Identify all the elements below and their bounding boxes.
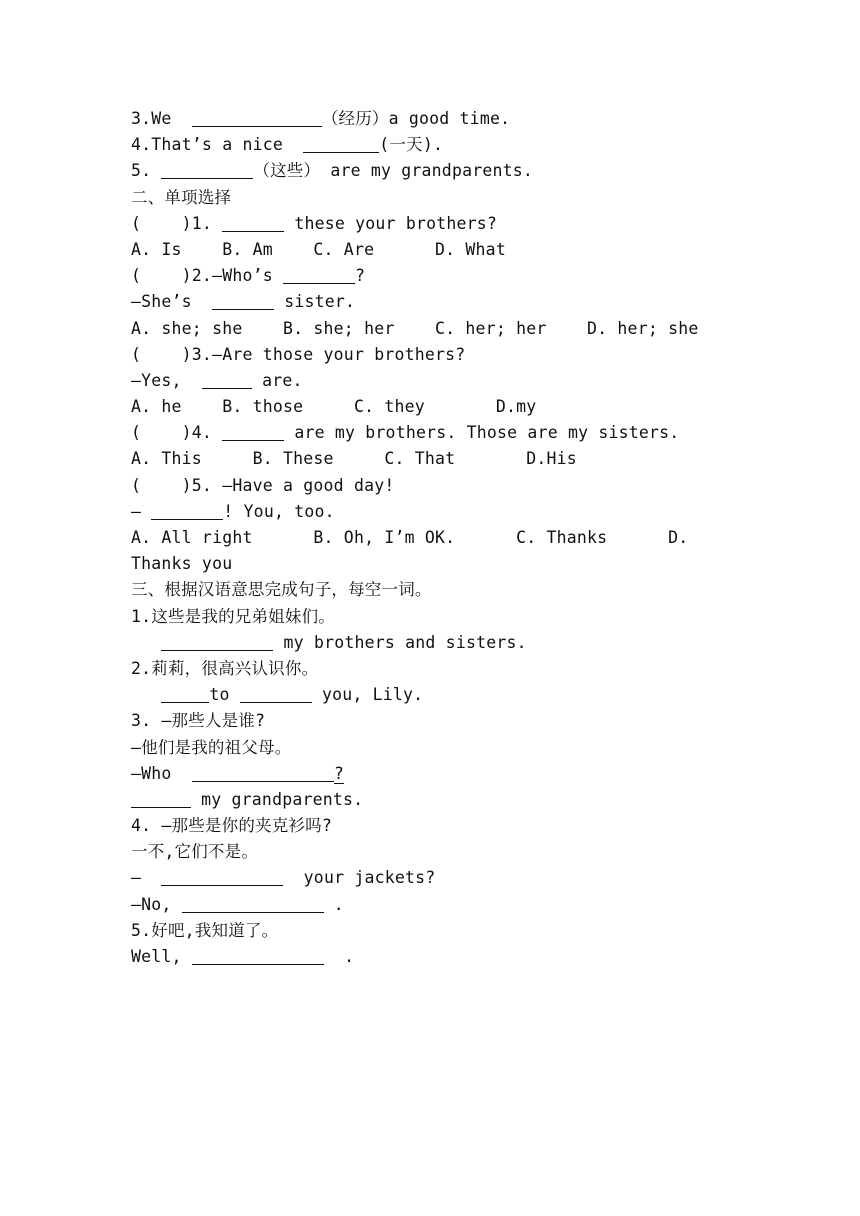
worksheet-line xyxy=(131,237,731,263)
worksheet-line xyxy=(131,342,731,368)
line-text: 5.好吧,我知道了。 xyxy=(131,920,279,940)
line-text xyxy=(131,685,161,704)
line-text: 4.That’s a nice xyxy=(131,135,304,155)
worksheet-line xyxy=(131,839,731,865)
answer-blank[interactable] xyxy=(182,911,324,913)
line-text: ! You, too. xyxy=(223,501,335,521)
worksheet-line xyxy=(131,420,731,446)
answer-blank[interactable] xyxy=(161,701,209,703)
line-text: sister. xyxy=(274,292,356,312)
line-text: . xyxy=(323,894,344,914)
line-text: A. he B. those C. they D.my xyxy=(131,397,537,417)
line-text: these your brothers? xyxy=(284,213,498,233)
worksheet-line xyxy=(131,499,731,525)
line-text: to xyxy=(209,685,240,705)
line-text: 二、单项选择 xyxy=(131,187,232,207)
worksheet-line xyxy=(131,630,731,656)
worksheet-line xyxy=(131,577,731,603)
line-text: 三、根据汉语意思完成句子，每空一词。 xyxy=(131,580,432,600)
line-text: (一天). xyxy=(379,135,444,155)
line-text: you, Lily. xyxy=(311,685,424,705)
line-text: A. This B. These C. That D.His xyxy=(131,449,577,469)
line-text: ( )5. —Have a good day! xyxy=(131,475,395,495)
line-text: my grandparents. xyxy=(191,789,364,809)
line-text: are. xyxy=(251,370,303,390)
line-text: —Who xyxy=(131,763,192,783)
line-text: your jackets? xyxy=(283,868,436,888)
worksheet-line xyxy=(131,604,731,630)
worksheet-line xyxy=(131,918,731,944)
line-text: are my brothers. Those are my sisters. xyxy=(284,423,680,443)
answer-blank[interactable] xyxy=(161,884,283,886)
line-text: 5. xyxy=(131,161,162,181)
line-text: my brothers and sisters. xyxy=(273,632,527,652)
line-text: —No, xyxy=(131,894,182,914)
answer-blank[interactable] xyxy=(131,806,191,808)
answer-blank[interactable] xyxy=(212,308,274,310)
answer-blank[interactable] xyxy=(192,963,324,965)
line-text: A. All right B. Oh, I’m OK. C. Thanks D. xyxy=(131,528,689,547)
worksheet-line xyxy=(131,185,731,211)
worksheet-line xyxy=(131,551,731,577)
line-text: —他们是我的祖父母。 xyxy=(131,737,292,757)
worksheet-line xyxy=(131,761,731,787)
answer-blank[interactable] xyxy=(151,518,223,520)
worksheet-line xyxy=(131,787,731,813)
worksheet-line xyxy=(131,132,731,158)
line-text: （这些） are my grandparents. xyxy=(253,161,534,181)
answer-blank[interactable] xyxy=(240,701,312,703)
line-text: 3.We xyxy=(131,109,192,128)
line-text: ? xyxy=(355,266,366,286)
line-text xyxy=(131,633,161,652)
worksheet-line xyxy=(131,525,731,551)
worksheet-line xyxy=(131,316,731,342)
worksheet-line xyxy=(131,158,731,184)
worksheet-content xyxy=(131,106,731,970)
worksheet-line xyxy=(131,865,731,891)
worksheet-line xyxy=(131,735,731,761)
line-text: — xyxy=(131,501,152,521)
worksheet-line xyxy=(131,211,731,237)
line-text: —Yes, xyxy=(131,370,202,390)
line-text: ( )4. xyxy=(131,423,223,443)
worksheet-line xyxy=(131,892,731,918)
line-text: 1.这些是我的兄弟姐妹们。 xyxy=(131,606,335,626)
answer-blank[interactable] xyxy=(303,151,379,153)
worksheet-line xyxy=(131,394,731,420)
line-text: ? xyxy=(333,763,344,783)
line-text: . xyxy=(323,947,355,966)
line-text: A. she; she B. she; her C. her; her D. her; she xyxy=(131,318,699,338)
worksheet-line xyxy=(131,813,731,839)
line-text: ( )1. xyxy=(131,213,223,233)
answer-blank[interactable] xyxy=(192,780,334,782)
worksheet-line xyxy=(131,944,731,970)
worksheet-line xyxy=(131,289,731,315)
answer-blank[interactable] xyxy=(202,387,252,389)
worksheet-line xyxy=(131,708,731,734)
answer-blank[interactable] xyxy=(161,177,253,179)
line-text: Well, xyxy=(131,947,192,966)
answer-blank[interactable] xyxy=(283,282,355,284)
line-text: —She’s xyxy=(131,292,213,312)
line-text: 3. —那些人是谁? xyxy=(131,711,266,731)
answer-blank[interactable] xyxy=(192,125,322,127)
worksheet-line xyxy=(131,368,731,394)
answer-blank[interactable] xyxy=(222,439,284,441)
worksheet-line xyxy=(131,473,731,499)
worksheet-line xyxy=(131,106,731,132)
line-text: ( )2.—Who’s xyxy=(131,266,284,286)
line-text: 一不,它们不是。 xyxy=(131,842,259,862)
line-text: Thanks you xyxy=(131,554,233,574)
worksheet-line xyxy=(131,682,731,708)
line-text: ( )3.—Are those your brothers? xyxy=(131,344,466,364)
line-text: — xyxy=(131,868,162,888)
worksheet-line xyxy=(131,656,731,682)
answer-blank[interactable] xyxy=(161,649,273,651)
line-text: 4. —那些是你的夹克衫吗? xyxy=(131,816,332,836)
line-text: 2.莉莉，很高兴认识你。 xyxy=(131,658,319,678)
worksheet-line xyxy=(131,446,731,472)
line-text: （经历）a good time. xyxy=(321,109,511,128)
worksheet-line xyxy=(131,263,731,289)
answer-blank[interactable] xyxy=(222,230,284,232)
line-text: A. Is B. Am C. Are D. What xyxy=(131,239,506,259)
